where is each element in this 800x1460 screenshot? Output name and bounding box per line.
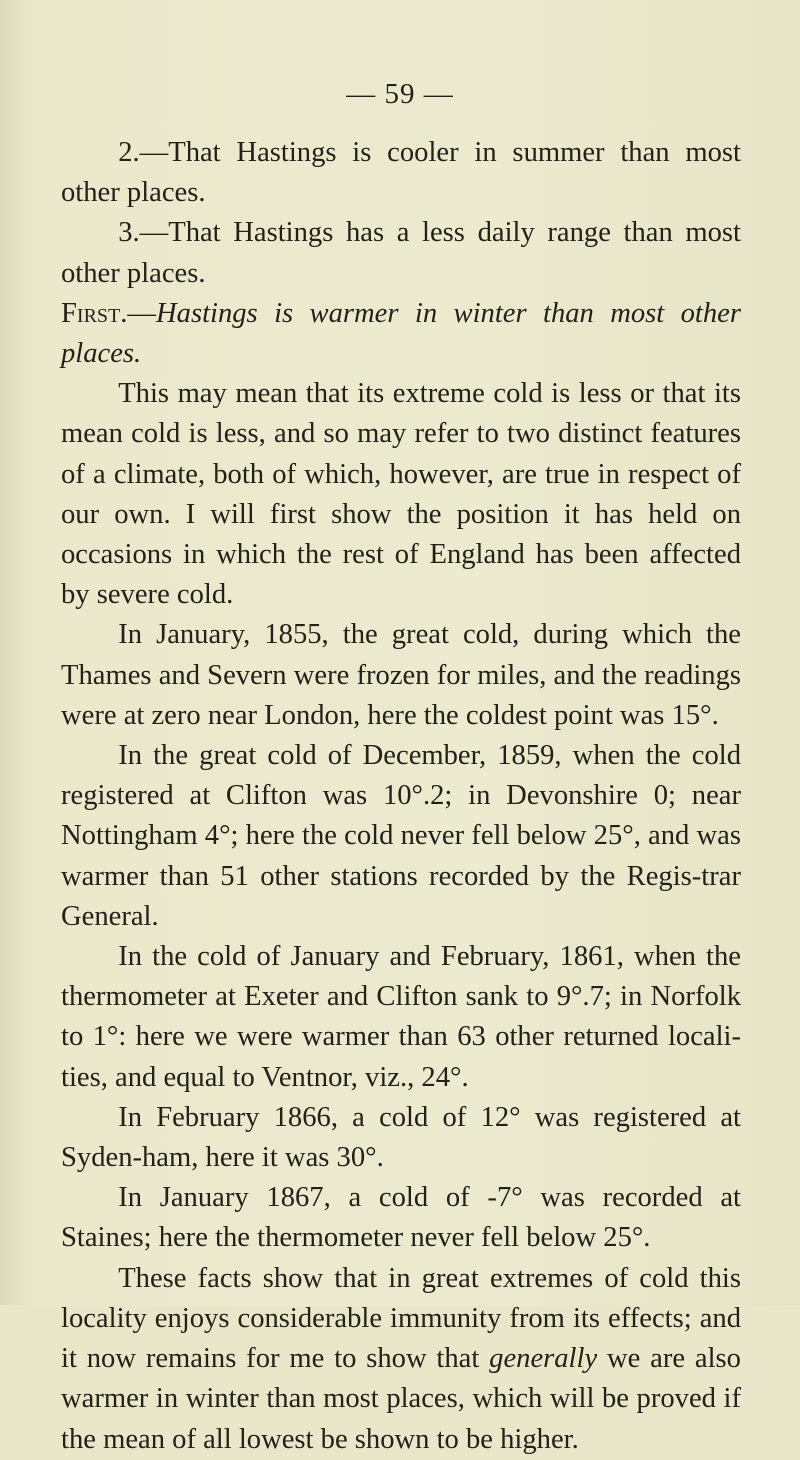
paragraph-climate: This may mean that its extreme cold is less or that its mean cold is less, and so may refer to two distinct features of a climate, both of which, however, are true in respect of our own. I will first show the position it has held on occasions in which the rest of England has been affected by severe cold. (61, 378, 741, 611)
paragraph-1866: In February 1866, a cold of 12° was registered at Syden-ham, here it was 30°. (61, 1101, 741, 1174)
paragraph-first-heading (61, 294, 741, 374)
paragraph-1855: In January, 1855, the great cold, during which the Thames and Severn were frozen for miles, and the readings were at zero near London, here the coldest point was 15°. (61, 619, 741, 731)
conclusion-emphasis: generally (489, 1343, 598, 1375)
paragraph-1867: In January 1867, a cold of -7° was recorded at Staines; here the thermometer never fell below 25°. (61, 1182, 741, 1254)
page-number: — 59 — (346, 78, 454, 110)
paragraph-1861: In the cold of January and February, 1861, when the thermometer at Exeter and Clifton sank to 9°.7; in Norfolk to 1°: here we were warmer than 63 other returned locali-ties, and equal to Ventnor, viz., 24°. (61, 941, 741, 1093)
first-proposition: Hastings is warmer in winter than most other places. (61, 297, 741, 370)
paragraph-2: 2.—That Hastings is cooler in summer than most other places. (61, 137, 741, 209)
paragraph-conclusion (61, 1259, 741, 1460)
paragraph-1859: In the great cold of December, 1859, when the cold registered at Clifton was 10°.2; in Devonshire 0; near Nottingham 4°; here the cold never fell below 25°, and was warmer than 51 other stations recorded by the Regis-trar General. (61, 740, 741, 932)
conclusion-before: These facts show that in great extremes of cold this locality enjoys considerable immunity from its effects; and it now remains for me to show that (61, 1262, 741, 1375)
first-dash: — (127, 297, 156, 329)
first-label: First. (61, 297, 128, 329)
conclusion-after: we are also warmer in winter than most places, which will be proved if the mean of all lowest be shown to be higher. (61, 1343, 741, 1455)
body-text (61, 133, 741, 1460)
paragraph-3: 3.—That Hastings has a less daily range than most other places. (61, 217, 741, 289)
